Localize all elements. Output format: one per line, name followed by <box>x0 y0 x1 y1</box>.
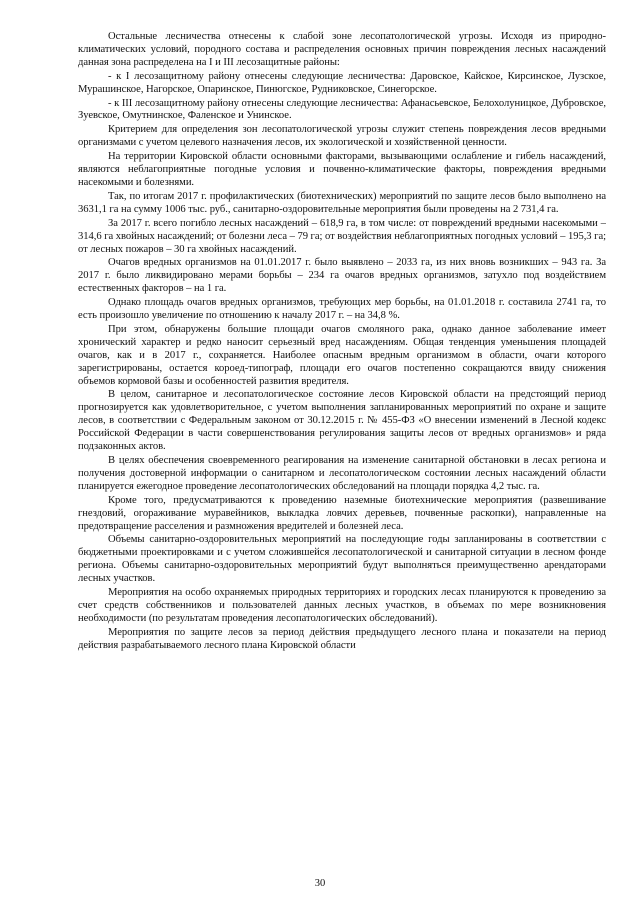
paragraph-pest-foci: Очагов вредных организмов на 01.01.2017 г. было выявлено – 2033 га, из них вновь возникших – 943 га. За 2017 г. было ликвидировано мерами борьбы – 234 га очагов вредных организмов, затухло под воздействием естественных факторов – на 1 га. <box>78 257 606 295</box>
paragraph-district-1: - к I лесозащитному району отнесены следующие лесничества: Даровское, Кайское, Кирсинское, Лузское, Мурашинское, Нагорское, Опаринское, Пинюгское, Рудниковское, Синегорское. <box>78 70 606 95</box>
paragraph-weak-zone: Остальные лесничества отнесены к слабой зоне лесопатологической угрозы. Исходя из природно-климатических условий, породного состава и распределения основных причин повреждения лесных насаждений данная зона распределена на I и III лесозащитные районы: <box>78 31 606 68</box>
paragraph-criterion: Критерием для определения зон лесопатологической угрозы служит степень повреждения лесов вредными организмами с учетом целевого назначения лесов, их экологической и хозяйственной ценности. <box>78 124 606 149</box>
paragraph-main-factors: На территории Кировской области основными факторами, вызывающими ослабление и гибель насаждений, являются неблагоприятные погодные условия и почвенно-климатические факторы, повреждения вредными насекомыми и болезнями. <box>78 151 606 188</box>
paragraph-surveys: В целях обеспечения своевременного реагирования на изменение санитарной обстановки в лесах региона и получения достоверной информации о санитарном и лесопатологическом состоянии лесных насаждений области планируется ежегодное проведение лесопатологических обследований на площади порядка 4,2 тыс. га. <box>78 455 606 492</box>
paragraph-forecast: В целом, санитарное и лесопатологическое состояние лесов Кировской области на предстоящий период прогнозируется как удовлетворительное, с учетом выполнения запланированных мероприятий по охране и защите лесов, в соответствии с Федеральным законом от 30.12.2015 г. № 455-ФЗ «О внесении изменений в Лесной кодекс Российской Федерации в части совершенствования регулирования защиты лесов от вредных организмов» и ряда подзаконных актов. <box>78 389 606 453</box>
paragraph-protected-areas: Мероприятия на особо охраняемых природных территориях и городских лесах планируются к проведению за счет средств собственников и пользователей данных лесных участков, в объемах по мере возникновения необходимости (по результатам проведения лесопатологических обследований). <box>78 587 606 624</box>
document-page <box>78 31 606 881</box>
paragraph-2017-losses: За 2017 г. всего погибло лесных насаждений – 618,9 га, в том числе: от повреждений вредными насекомыми – 314,6 га хвойных насаждений; от болезни леса – 79 га; от воздействия неблагоприятных погодных условий – 195,3 га; от лесных пожаров – 30 га хвойных насаждений. <box>78 217 606 255</box>
paragraph-foci-area: Однако площадь очагов вредных организмов, требующих мер борьбы, на 01.01.2018 г. составила 2741 га, то есть произошло увеличение по отношению к началу 2017 г. – на 34,8 %. <box>78 297 606 322</box>
paragraph-sanitary-volumes: Объемы санитарно-оздоровительных мероприятий на последующие годы запланированы в соответствии с бюджетными проектировками и с учетом сложившейся лесопатологической и санитарной ситуации в лесном фонде региона. Объемы санитарно-оздоровительных мероприятий будут выполняться преимущественно арендаторами лесных участков. <box>78 534 606 585</box>
paragraph-biotechnical: Кроме того, предусматриваются к проведению наземные биотехнические мероприятия (развешивание гнездовий, огораживание муравейников, выкладка ловчих деревьев, почвенные раскопки), направленные на предотвращение расселения и размножения вредителей и болезней леса. <box>78 494 606 532</box>
paragraph-resin-canker: При этом, обнаружены большие площади очагов смоляного рака, однако данное заболевание имеет хронический характер и редко наносит серьезный вред насаждениям. Общая тенденция уменьшения площадей очагов, как и в 2017 г., сохраняется. Наиболее опасным вредным организмом в области, очаги которого зарегистрированы, остается короед-типограф, площади его очагов постепенно сокращаются ввиду снижения объемов кормовой базы и особенностей развития вредителя. <box>78 323 606 387</box>
page-number: 30 <box>314 878 326 889</box>
paragraph-2017-measures: Так, по итогам 2017 г. профилактических (биотехнических) мероприятий по защите лесов было выполнено на 3631,1 га на сумму 1006 тыс. руб., санитарно-оздоровительные мероприятия были проведены на 2 731,4 га. <box>78 190 606 215</box>
paragraph-district-3: - к III лесозащитному району отнесены следующие лесничества: Афанасьевское, Белохолуницкое, Дубровское, Зуевское, Омутнинское, Фаленское и Унинское. <box>78 97 606 122</box>
paragraph-forest-plan: Мероприятия по защите лесов за период действия предыдущего лесного плана и показатели на период действия разрабатываемого лесного плана Кировской области <box>78 626 606 651</box>
